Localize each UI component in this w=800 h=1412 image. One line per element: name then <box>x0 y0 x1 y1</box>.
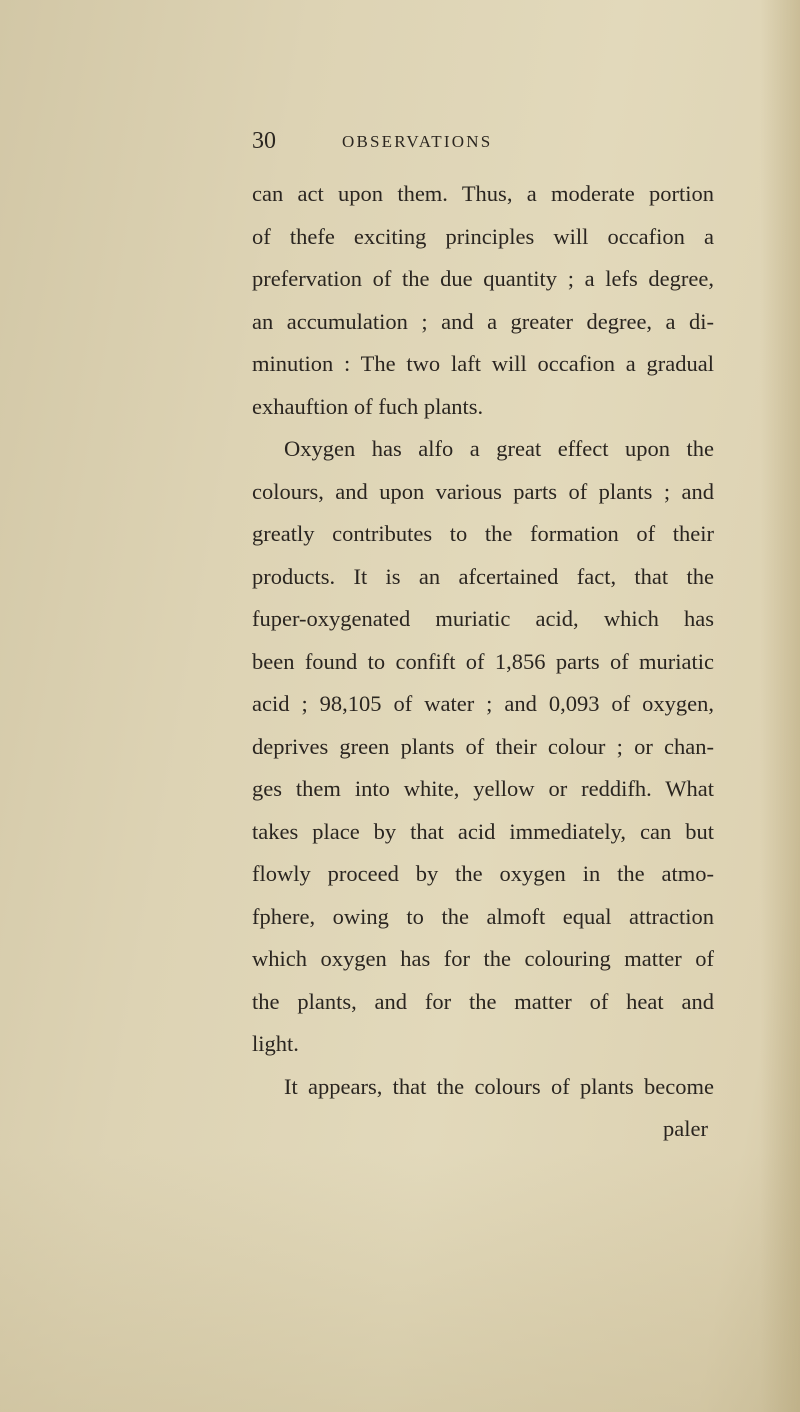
running-head: OBSERVATIONS <box>342 132 493 151</box>
text-line: acid ; 98,105 of water ; and 0,093 of oxygen, <box>252 691 714 716</box>
text-line: can act upon them. Thus, a moderate portion <box>252 181 714 206</box>
text-line: flowly proceed by the oxygen in the atmo- <box>252 861 714 886</box>
catchword: paler <box>663 1116 708 1141</box>
text-line: ges them into white, yellow or reddifh. What <box>252 776 714 801</box>
text-line: been found to confift of 1,856 parts of muriatic <box>252 648 714 674</box>
page-number: 30 <box>252 128 276 154</box>
text-line: Oxygen has alfo a great effect upon the <box>284 436 714 461</box>
text-line: which oxygen has for the colouring matter of <box>252 946 714 971</box>
text-line: prefervation of the due quantity ; a lefs degree, <box>252 266 714 291</box>
text-line: greatly contributes to the formation of their <box>252 521 714 546</box>
text-line: an accumulation ; and a greater degree, a di- <box>252 308 714 334</box>
text-line: minution : The two laft will occafion a gradual <box>252 351 714 376</box>
text-line: light. <box>252 1031 299 1056</box>
text-line: takes place by that acid immediately, can but <box>252 818 714 844</box>
text-line: deprives green plants of their colour ; or chan- <box>252 733 714 759</box>
text-line: the plants, and for the matter of heat and <box>252 988 714 1014</box>
body-text <box>252 173 714 1151</box>
page-bottom-shadow <box>0 1152 800 1412</box>
text-line: exhauftion of fuch plants. <box>252 393 484 419</box>
text-line: It appears, that the colours of plants become <box>284 1073 714 1099</box>
text-line: products. It is an afcertained fact, that the <box>252 563 714 589</box>
text-line: fuper-oxygenated muriatic acid, which has <box>252 606 714 631</box>
text-line: colours, and upon various parts of plants ; and <box>252 478 714 504</box>
text-line: fphere, owing to the almoft equal attraction <box>252 903 714 929</box>
page-header <box>252 128 712 168</box>
text-line: of thefe exciting principles will occafion a <box>252 223 714 249</box>
